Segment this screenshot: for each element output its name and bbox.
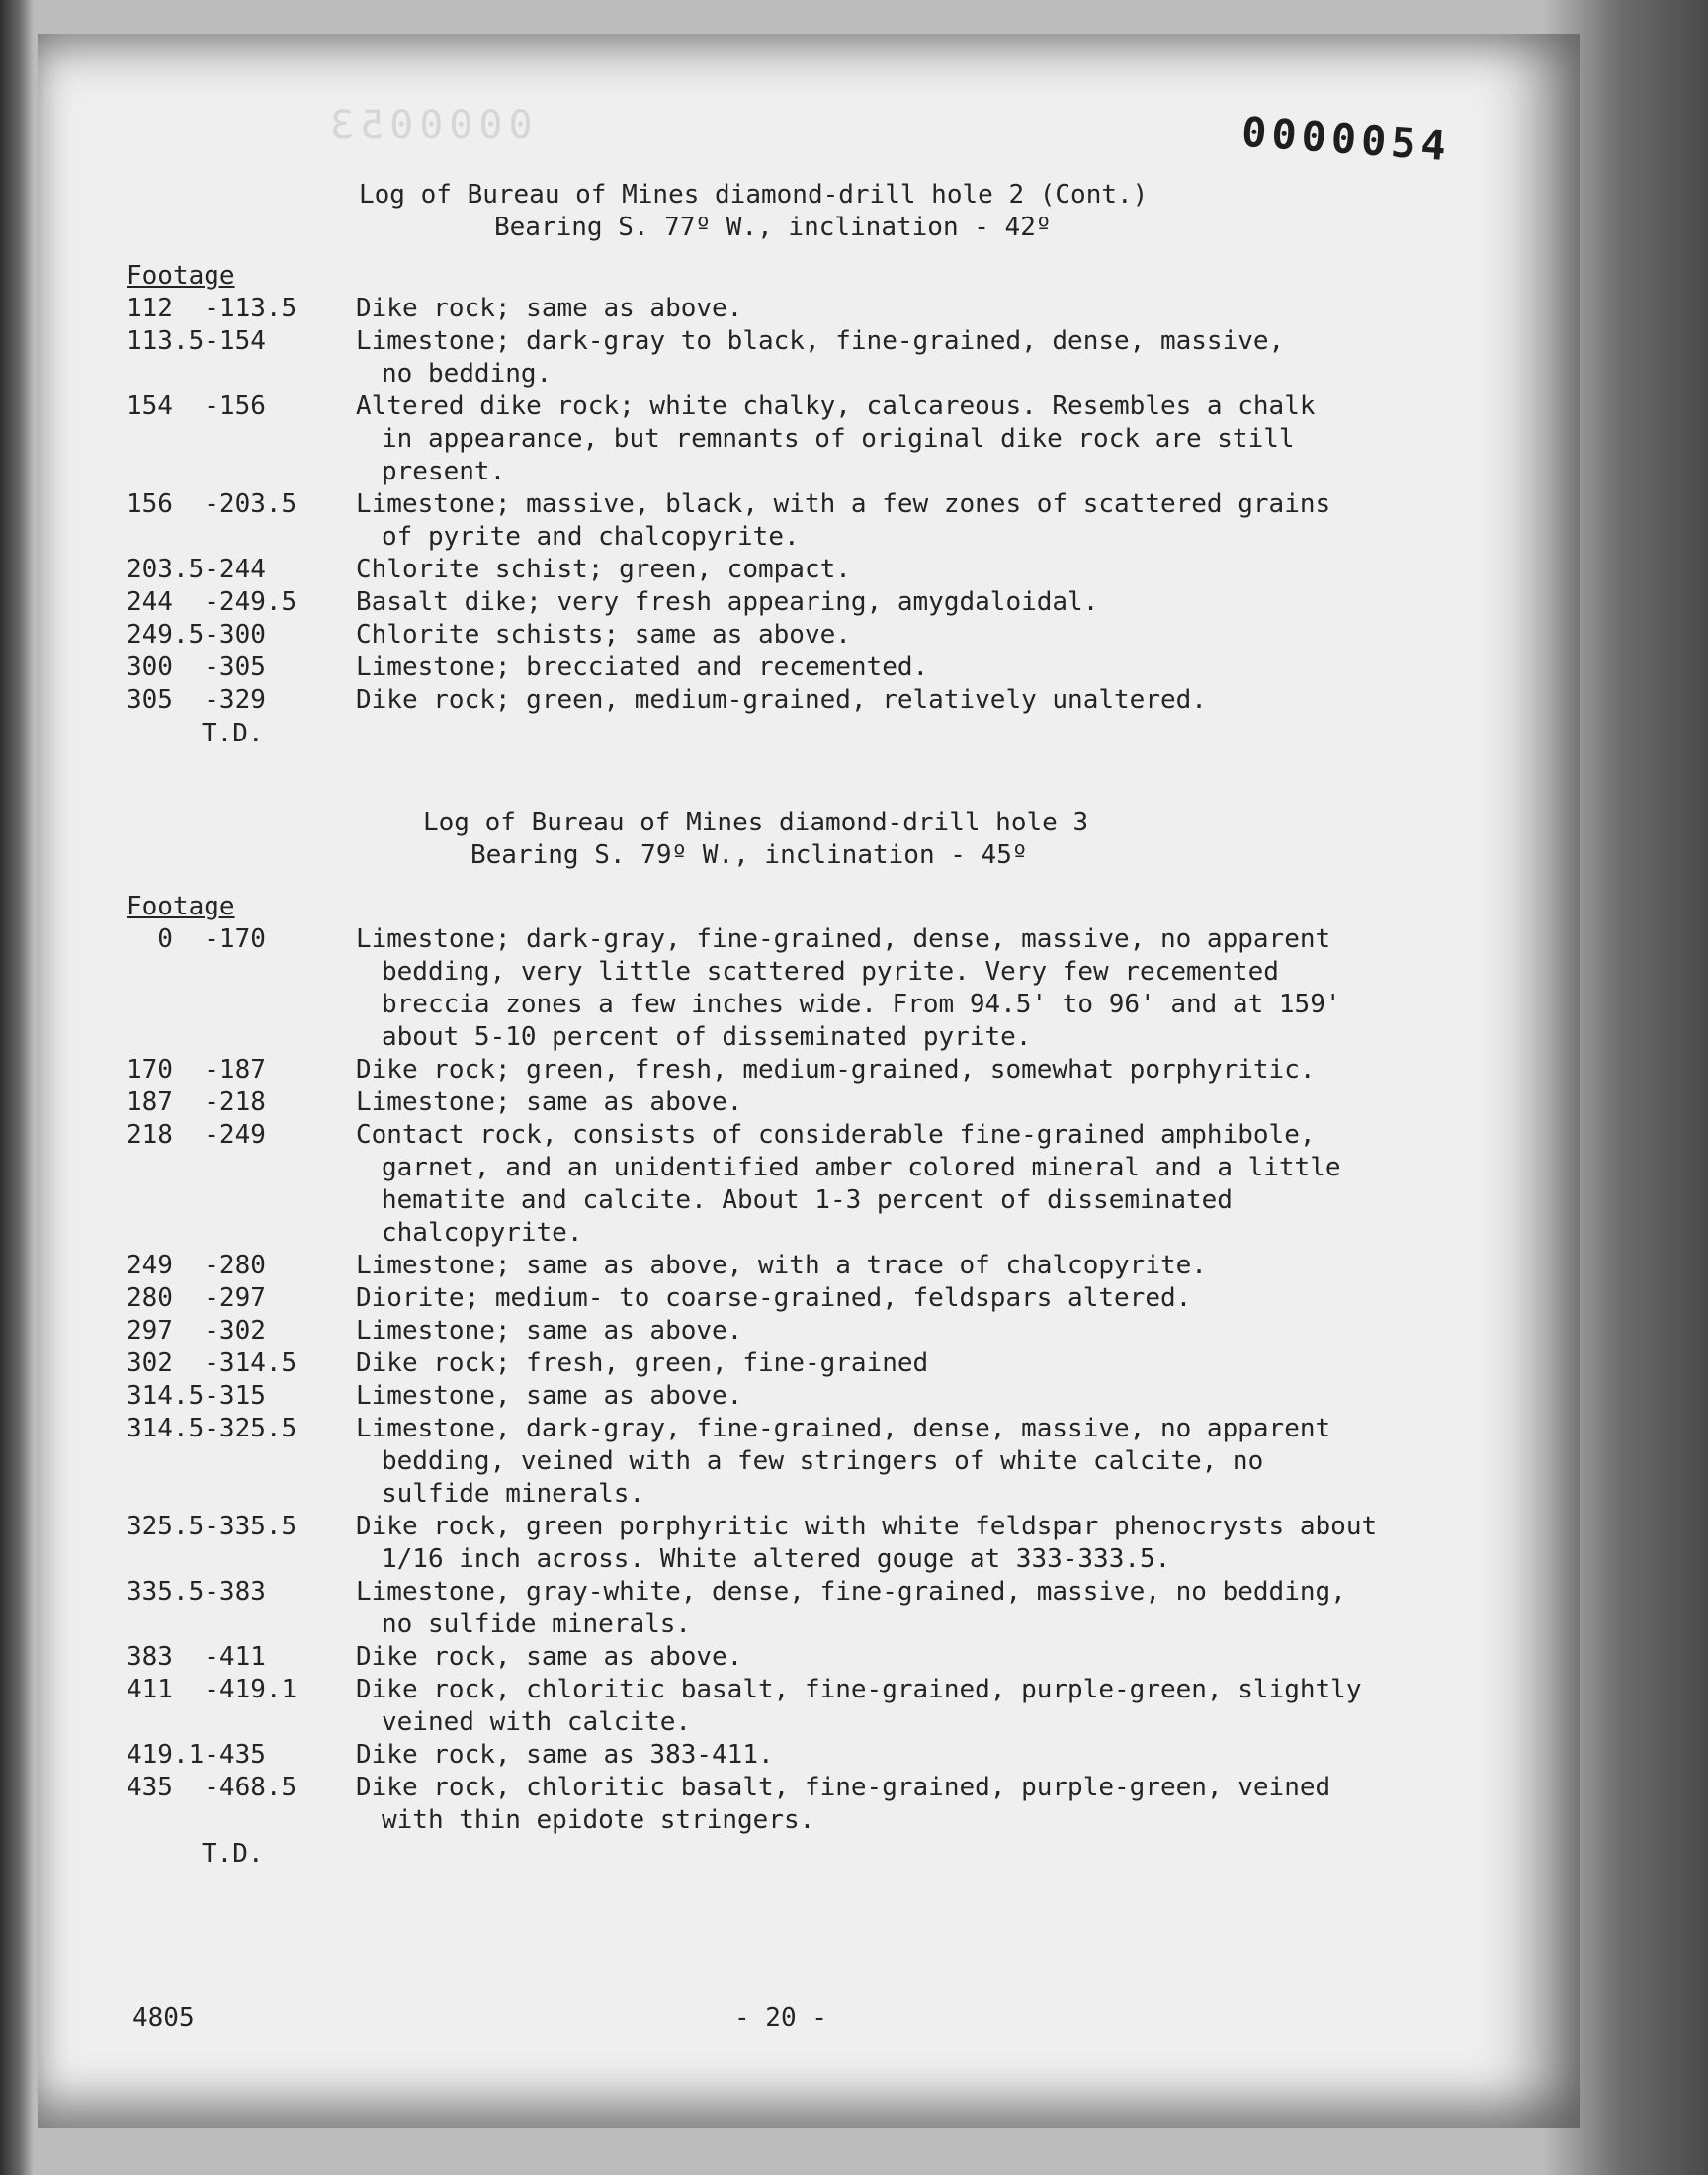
footage-interval: 244 -249.5 [127, 587, 298, 617]
footage-interval: 314.5-315 [127, 1381, 266, 1411]
description-line: hematite and calcite. About 1-3 percent of disseminated [382, 1185, 1233, 1215]
description-line: Limestone; same as above. [356, 1316, 743, 1346]
description-line: breccia zones a few inches wide. From 94.5' to 96' and at 159' [382, 990, 1341, 1019]
rock-description [356, 391, 1522, 488]
rock-description [356, 1087, 1522, 1119]
description-line: Limestone; massive, black, with a few zones of scattered grains [356, 489, 1331, 519]
rock-description [356, 652, 1522, 684]
rock-description [356, 1739, 1522, 1772]
section1-title: Log of Bureau of Mines diamond-drill hole 2 (Cont.) [359, 180, 1149, 210]
description-line: Limestone; same as above. [356, 1088, 743, 1117]
footage-interval: 203.5-244 [127, 555, 266, 584]
section2-footage-header: Footage [127, 892, 235, 921]
description-line: Dike rock, green porphyritic with white feldspar phenocrysts about [356, 1512, 1378, 1541]
description-line: sulfide minerals. [382, 1479, 645, 1509]
footage-interval: 314.5-325.5 [127, 1414, 298, 1443]
footage-interval: 335.5-383 [127, 1577, 266, 1607]
rock-description [356, 1641, 1522, 1674]
description-line: garnet, and an unidentified amber colored mineral and a little [382, 1153, 1341, 1182]
footage-interval: 0 -170 [127, 924, 266, 954]
footage-interval: 302 -314.5 [127, 1348, 298, 1378]
description-line: no sulfide minerals. [382, 1610, 692, 1639]
rock-description [356, 619, 1522, 652]
footage-interval: 156 -203.5 [127, 489, 298, 519]
description-line: present. [382, 457, 506, 486]
description-line: Dike rock, chloritic basalt, fine-grained, purple-green, veined [356, 1773, 1331, 1802]
footage-interval: 300 -305 [127, 652, 266, 682]
rock-description [356, 1282, 1522, 1315]
description-line: Limestone, same as above. [356, 1381, 743, 1411]
description-line: Limestone; dark-gray, fine-grained, dense, massive, no apparent [356, 924, 1331, 954]
description-line: veined with calcite. [382, 1707, 692, 1737]
footage-interval: 435 -468.5 [127, 1773, 298, 1802]
description-line: Limestone; brecciated and recemented. [356, 652, 929, 682]
rock-description [356, 923, 1522, 1054]
rock-description [356, 1772, 1522, 1837]
section1-footage-header: Footage [127, 261, 235, 291]
rock-description [356, 1674, 1522, 1739]
rock-description [356, 1380, 1522, 1413]
description-line: Chlorite schists; same as above. [356, 620, 851, 650]
footage-interval: 113.5-154 [127, 326, 266, 356]
description-line: chalcopyrite. [382, 1218, 583, 1248]
description-line: Limestone, gray-white, dense, fine-grained, massive, no bedding, [356, 1577, 1346, 1607]
description-line: Contact rock, consists of considerable fine-grained amphibole, [356, 1120, 1316, 1150]
footage-interval: 170 -187 [127, 1055, 266, 1085]
rock-description [356, 325, 1522, 391]
bleed-through-number: 0000053 [324, 103, 533, 148]
rock-description [356, 488, 1522, 554]
description-line: Dike rock, chloritic basalt, fine-grained, purple-green, slightly [356, 1675, 1362, 1704]
section2-bearing: Bearing S. 79º W., inclination - 45º [470, 840, 1028, 870]
footage-interval: 297 -302 [127, 1316, 266, 1346]
footage-interval: 249 -280 [127, 1251, 266, 1280]
page-number: - 20 - [734, 2003, 827, 2033]
description-line: bedding, veined with a few stringers of white calcite, no [382, 1446, 1264, 1476]
rock-description [356, 1250, 1522, 1282]
rock-description [356, 1054, 1522, 1087]
rock-description [356, 293, 1522, 325]
description-line: Dike rock; fresh, green, fine-grained [356, 1348, 929, 1378]
rock-description [356, 1413, 1522, 1511]
description-line: 1/16 inch across. White altered gouge at 333-333.5. [382, 1544, 1171, 1574]
description-line: bedding, very little scattered pyrite. Very few recemented [382, 957, 1279, 987]
footage-interval: 154 -156 [127, 392, 266, 421]
description-line: with thin epidote stringers. [382, 1805, 815, 1835]
description-line: about 5-10 percent of disseminated pyrite. [382, 1022, 1032, 1052]
footage-interval: 280 -297 [127, 1283, 266, 1313]
footage-interval: 305 -329 [127, 685, 266, 715]
footage-interval: 112 -113.5 [127, 294, 298, 323]
footage-interval: 187 -218 [127, 1088, 266, 1117]
document-code: 4805 [132, 2003, 195, 2033]
rock-description [356, 1315, 1522, 1348]
footage-interval: 383 -411 [127, 1642, 266, 1672]
section2-title: Log of Bureau of Mines diamond-drill hole 3 [423, 808, 1089, 837]
rock-description [356, 1348, 1522, 1380]
description-line: Limestone; same as above, with a trace of chalcopyrite. [356, 1251, 1207, 1280]
section2-total-depth: T.D. [202, 1839, 264, 1869]
description-line: Diorite; medium- to coarse-grained, feldspars altered. [356, 1283, 1192, 1313]
description-line: no bedding. [382, 359, 553, 389]
footage-interval: 249.5-300 [127, 620, 266, 650]
footage-interval: 325.5-335.5 [127, 1512, 298, 1541]
document-page [38, 34, 1580, 2128]
description-line: Limestone; dark-gray to black, fine-grained, dense, massive, [356, 326, 1285, 356]
rock-description [356, 554, 1522, 586]
rock-description [356, 1119, 1522, 1250]
footage-interval: 419.1-435 [127, 1740, 266, 1770]
description-line: Chlorite schist; green, compact. [356, 555, 851, 584]
footage-interval: 218 -249 [127, 1120, 266, 1150]
description-line: Limestone, dark-gray, fine-grained, dense, massive, no apparent [356, 1414, 1331, 1443]
description-line: Dike rock, same as 383-411. [356, 1740, 774, 1770]
description-line: Dike rock; same as above. [356, 294, 743, 323]
description-line: Basalt dike; very fresh appearing, amygdaloidal. [356, 587, 1099, 617]
rock-description [356, 1576, 1522, 1641]
section1-total-depth: T.D. [202, 719, 264, 748]
footage-interval: 411 -419.1 [127, 1675, 298, 1704]
description-line: of pyrite and chalcopyrite. [382, 522, 800, 552]
rock-description [356, 1511, 1522, 1576]
section1-bearing: Bearing S. 77º W., inclination - 42º [494, 213, 1052, 242]
rock-description [356, 586, 1522, 619]
description-line: Altered dike rock; white chalky, calcareous. Resembles a chalk [356, 392, 1316, 421]
description-line: Dike rock, same as above. [356, 1642, 743, 1672]
rock-description [356, 684, 1522, 717]
description-line: Dike rock; green, fresh, medium-grained, somewhat porphyritic. [356, 1055, 1316, 1085]
document-number: 0000054 [1239, 107, 1453, 171]
description-line: Dike rock; green, medium-grained, relatively unaltered. [356, 685, 1207, 715]
description-line: in appearance, but remnants of original dike rock are still [382, 424, 1295, 454]
